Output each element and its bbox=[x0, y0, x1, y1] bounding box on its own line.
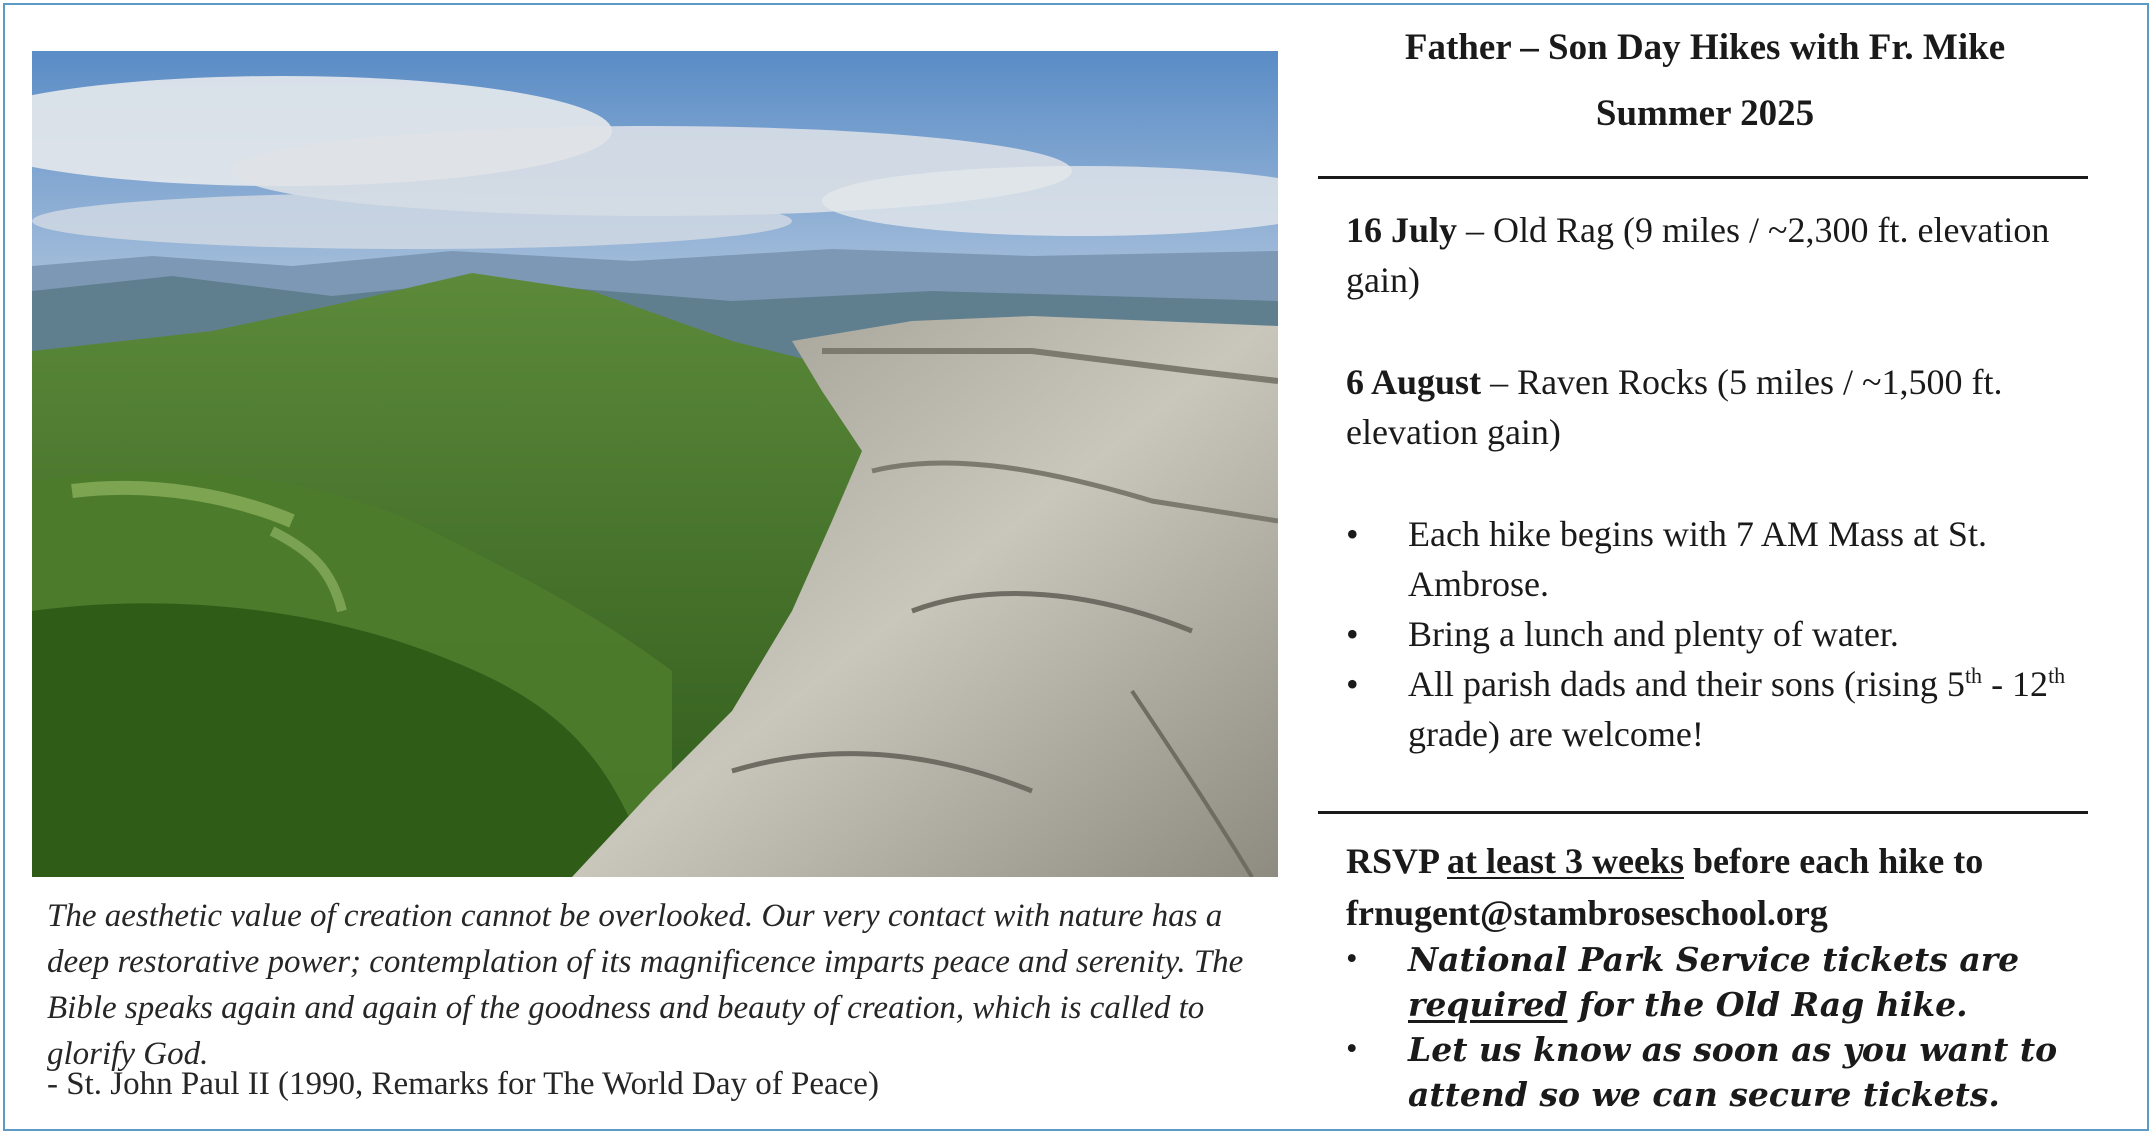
bullet-glyph: • bbox=[1346, 614, 1359, 654]
flyer bbox=[3, 3, 2149, 1131]
note-text: National Park Service tickets are required for the Old Rag hike. bbox=[1408, 940, 2020, 1024]
mountain-overlook-photo bbox=[32, 51, 1278, 877]
hike-description: – Raven Rocks (5 miles / ~1,500 ft. elevation gain) bbox=[1346, 362, 2003, 452]
john-paul-quote: The aesthetic value of creation cannot be overlooked. Our very contact with nature has a deep restorative power; contemplation of its magnificence imparts peace and serenity. The Bible speaks again and again of the goodness and beauty of creation, which is called to glorify God. bbox=[47, 898, 1244, 1072]
bullet-glyph: • bbox=[1346, 1031, 1358, 1067]
note-attend bbox=[1346, 1027, 2106, 1117]
rsvp-deadline: at least 3 weeks bbox=[1447, 841, 1684, 881]
bullet-lunch bbox=[1346, 609, 2086, 659]
flyer-season: Summer 2025 bbox=[1595, 93, 1815, 134]
bullet-text: Each hike begins with 7 AM Mass at St. Ambrose. bbox=[1408, 514, 1987, 604]
bullet-welcome bbox=[1346, 659, 2086, 759]
rsvp-line: RSVP at least 3 weeks before each hike to bbox=[1346, 841, 1984, 881]
bullet-mass bbox=[1346, 509, 2086, 609]
hike-description: – Old Rag (9 miles / ~2,300 ft. elevation gain) bbox=[1346, 210, 2050, 300]
hike-date: 6 August bbox=[1346, 362, 1482, 402]
bullet-glyph: • bbox=[1346, 941, 1358, 977]
quote-attribution: - St. John Paul II (1990, Remarks for The World Day of Peace) bbox=[47, 1066, 879, 1102]
ticket-notes bbox=[1346, 937, 2106, 1117]
bullet-glyph: • bbox=[1346, 514, 1359, 554]
flyer-title: Father – Son Day Hikes with Fr. Mike bbox=[1404, 27, 2006, 68]
divider-bottom bbox=[1318, 811, 2088, 814]
divider-top bbox=[1318, 176, 2088, 179]
hike-old-rag bbox=[1346, 205, 2086, 305]
bullet-text: Bring a lunch and plenty of water. bbox=[1408, 614, 1899, 654]
rsvp-email[interactable]: frnugent@stambroseschool.org bbox=[1346, 893, 1828, 933]
bullet-text: All parish dads and their sons (rising 5th - 12th grade) are welcome! bbox=[1408, 663, 2066, 754]
hike-date: 16 July bbox=[1346, 210, 1458, 250]
landscape-illustration bbox=[32, 51, 1278, 877]
bullet-glyph: • bbox=[1346, 664, 1359, 704]
info-bullets bbox=[1346, 509, 2086, 759]
hike-raven-rocks bbox=[1346, 357, 2086, 457]
note-text: Let us know as soon as you want to attend so we can secure tickets. bbox=[1408, 1030, 2058, 1114]
note-tickets-required bbox=[1346, 937, 2106, 1027]
